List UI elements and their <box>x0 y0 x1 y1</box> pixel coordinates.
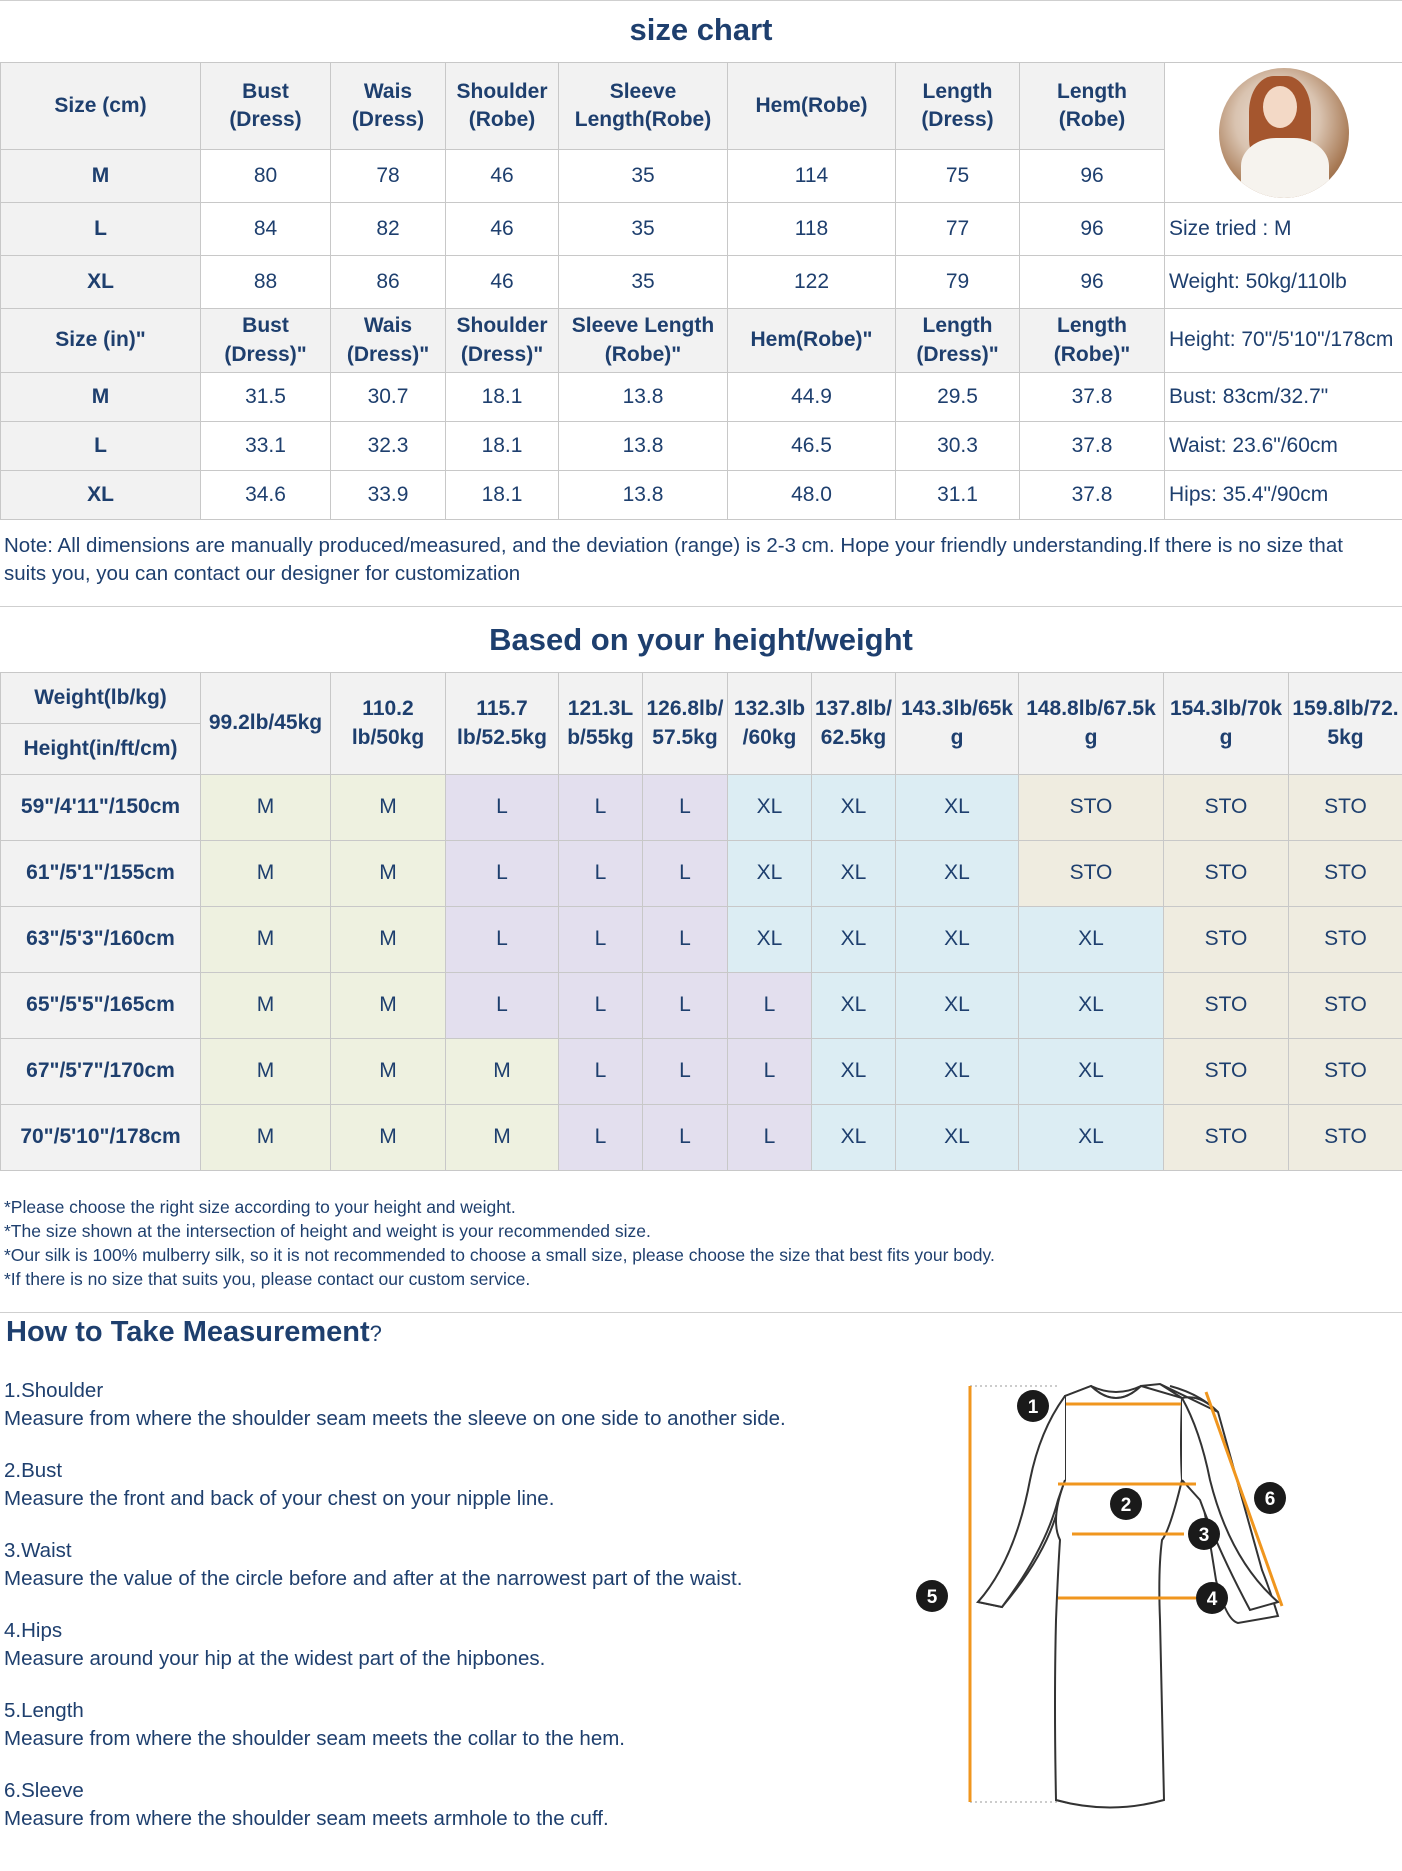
column-header: Length (Dress) <box>896 63 1020 150</box>
size-cell: M <box>331 1039 446 1105</box>
size-cell: XL <box>896 1105 1019 1171</box>
fit-row <box>1 1039 1402 1105</box>
column-header: Length (Robe)" <box>1020 309 1165 373</box>
value-cell: 46 <box>446 203 559 256</box>
column-header: Bust (Dress)" <box>201 309 331 373</box>
howto-item-desc: Measure from where the shoulder seam meets the sleeve on one side to another side. <box>4 1406 786 1430</box>
size-cell: L <box>728 1105 812 1171</box>
size-cell: M <box>201 1105 331 1171</box>
value-cell: 82 <box>331 203 446 256</box>
size-label: XL <box>1 471 201 520</box>
value-cell: 13.8 <box>559 422 728 471</box>
size-cell: XL <box>812 775 896 841</box>
column-header: Length (Dress)" <box>896 309 1020 373</box>
howto-item-desc: Measure from where the shoulder seam meets armhole to the cuff. <box>4 1806 609 1830</box>
value-cell: 37.8 <box>1020 373 1165 422</box>
size-cell: L <box>446 775 559 841</box>
table-row <box>1 203 1402 256</box>
marker-label: 2 <box>1120 1495 1132 1516</box>
column-header: Hem(Robe)" <box>728 309 896 373</box>
howto-list <box>4 1377 804 1857</box>
weight-header: 132.3lb /60kg <box>728 673 812 775</box>
howto-item <box>4 1777 804 1832</box>
table-row <box>1 471 1402 520</box>
size-cell: STO <box>1019 775 1164 841</box>
value-cell: 114 <box>728 150 896 203</box>
note-text: Note: All dimensions are manually produced/measured, and the deviation (range) is 2-3 cm. Hope your friendly understanding.If there is no size that suits you, you can contact our designer for customization <box>4 534 1343 585</box>
value-cell: 96 <box>1020 150 1165 203</box>
note-line: *The size shown at the intersection of height and weight is your recommended size. <box>4 1221 651 1241</box>
height-label: 59"/4'11"/150cm <box>1 775 201 841</box>
size-cell: STO <box>1164 973 1289 1039</box>
value-cell: 96 <box>1020 256 1165 309</box>
marker-6 <box>1254 1482 1286 1514</box>
howto-item-desc: Measure the front and back of your chest on your nipple line. <box>4 1486 555 1510</box>
value-cell: 35 <box>559 150 728 203</box>
height-axis-label: Height(in/ft/cm) <box>1 724 201 775</box>
value-cell: 34.6 <box>201 471 331 520</box>
column-header: Size (cm) <box>1 63 201 150</box>
size-cell: L <box>446 841 559 907</box>
question-mark: ? <box>369 1321 382 1346</box>
fit-row <box>1 907 1402 973</box>
weight-header: 126.8lb/ 57.5kg <box>643 673 728 775</box>
model-avatar <box>1219 68 1349 198</box>
fit-table <box>0 672 1402 1171</box>
size-cell: XL <box>812 841 896 907</box>
weight-header: 137.8lb/ 62.5kg <box>812 673 896 775</box>
size-cell: XL <box>896 1039 1019 1105</box>
height-label: 67"/5'7"/170cm <box>1 1039 201 1105</box>
howto-item <box>4 1697 804 1752</box>
fit-row <box>1 1105 1402 1171</box>
size-cell: L <box>643 973 728 1039</box>
marker-5 <box>916 1580 948 1612</box>
size-cell: XL <box>728 775 812 841</box>
howto-item-name: 2.Bust <box>4 1459 63 1482</box>
value-cell: 37.8 <box>1020 422 1165 471</box>
howto-item-name: 1.Shoulder <box>4 1379 104 1402</box>
howto-item <box>4 1377 804 1432</box>
size-cell: L <box>559 1039 643 1105</box>
weight-header: 121.3L b/55kg <box>559 673 643 775</box>
value-cell: 84 <box>201 203 331 256</box>
value-cell: 44.9 <box>728 373 896 422</box>
size-cell: L <box>643 907 728 973</box>
note-line: *Please choose the right size according to your height and weight. <box>4 1197 516 1217</box>
size-cell: XL <box>896 775 1019 841</box>
size-cell: XL <box>812 973 896 1039</box>
value-cell: 33.1 <box>201 422 331 471</box>
size-cell: XL <box>812 1105 896 1171</box>
value-cell: 18.1 <box>446 422 559 471</box>
value-cell: 122 <box>728 256 896 309</box>
model-photo-cell <box>1165 63 1402 203</box>
value-cell: 29.5 <box>896 373 1020 422</box>
value-cell: 96 <box>1020 203 1165 256</box>
marker-label: 6 <box>1264 1489 1276 1510</box>
value-cell: 18.1 <box>446 471 559 520</box>
size-chart-title: size chart <box>629 12 773 47</box>
value-cell: 31.1 <box>896 471 1020 520</box>
value-cell: 118 <box>728 203 896 256</box>
size-cell: STO <box>1289 1039 1402 1105</box>
size-cell: M <box>201 1039 331 1105</box>
column-header: Wais (Dress) <box>331 63 446 150</box>
marker-label: 4 <box>1206 1589 1218 1610</box>
value-cell: 32.3 <box>331 422 446 471</box>
size-cell: L <box>559 973 643 1039</box>
value-cell: 79 <box>896 256 1020 309</box>
size-cell: XL <box>1019 1105 1164 1171</box>
marker-4 <box>1196 1582 1228 1614</box>
height-label: 65"/5'5"/165cm <box>1 973 201 1039</box>
size-cell: L <box>446 907 559 973</box>
size-cell: STO <box>1289 907 1402 973</box>
size-cell: XL <box>812 907 896 973</box>
howto-item-name: 4.Hips <box>4 1619 63 1642</box>
model-stat: Bust: 83cm/32.7" <box>1165 373 1402 422</box>
value-cell: 13.8 <box>559 373 728 422</box>
size-cell: L <box>559 775 643 841</box>
fit-row <box>1 841 1402 907</box>
size-cell: M <box>201 973 331 1039</box>
model-stat: Size tried : M <box>1165 203 1402 256</box>
howto-item-desc: Measure from where the shoulder seam meets the collar to the hem. <box>4 1726 625 1750</box>
divider <box>0 1312 1402 1313</box>
column-header: Hem(Robe) <box>728 63 896 150</box>
size-cell: XL <box>812 1039 896 1105</box>
value-cell: 46 <box>446 256 559 309</box>
value-cell: 75 <box>896 150 1020 203</box>
marker-label: 3 <box>1198 1525 1210 1546</box>
value-cell: 33.9 <box>331 471 446 520</box>
value-cell: 30.3 <box>896 422 1020 471</box>
howto-item <box>4 1457 804 1512</box>
recommendation-notes <box>4 1195 995 1291</box>
size-cell: XL <box>1019 1039 1164 1105</box>
value-cell: 46 <box>446 150 559 203</box>
height-label: 61"/5'1"/155cm <box>1 841 201 907</box>
size-cell: STO <box>1164 907 1289 973</box>
fit-row <box>1 775 1402 841</box>
model-stat: Weight: 50kg/110lb <box>1165 256 1402 309</box>
size-cell: L <box>559 1105 643 1171</box>
value-cell: 13.8 <box>559 471 728 520</box>
size-cell: STO <box>1164 841 1289 907</box>
size-cell: L <box>559 841 643 907</box>
size-cell: M <box>331 775 446 841</box>
value-cell: 77 <box>896 203 1020 256</box>
fit-header-row <box>1 673 1402 724</box>
weight-header: 115.7 lb/52.5kg <box>446 673 559 775</box>
size-cell: L <box>559 907 643 973</box>
size-cell: STO <box>1289 841 1402 907</box>
left-sleeve <box>978 1396 1065 1607</box>
value-cell: 30.7 <box>331 373 446 422</box>
column-header: Shoulder (Dress)" <box>446 309 559 373</box>
weight-axis-label: Weight(lb/kg) <box>1 673 201 724</box>
value-cell: 86 <box>331 256 446 309</box>
size-cell: XL <box>728 841 812 907</box>
size-cell: STO <box>1289 973 1402 1039</box>
size-cell: STO <box>1289 1105 1402 1171</box>
size-cell: XL <box>1019 973 1164 1039</box>
howto-item <box>4 1537 804 1592</box>
size-cell: M <box>331 841 446 907</box>
marker-label: 5 <box>926 1587 938 1608</box>
size-cell: M <box>201 841 331 907</box>
column-header: Size (in)" <box>1 309 201 373</box>
column-header: Length (Robe) <box>1020 63 1165 150</box>
column-header: Shoulder (Robe) <box>446 63 559 150</box>
size-label: M <box>1 150 201 203</box>
value-cell: 35 <box>559 256 728 309</box>
size-cell: M <box>331 973 446 1039</box>
weight-header: 148.8lb/67.5k g <box>1019 673 1164 775</box>
size-cell: STO <box>1164 1105 1289 1171</box>
weight-header: 99.2lb/45kg <box>201 673 331 775</box>
table-header-row <box>1 309 1402 373</box>
size-cell: L <box>728 1039 812 1105</box>
table-row <box>1 422 1402 471</box>
value-cell: 46.5 <box>728 422 896 471</box>
table-row <box>1 373 1402 422</box>
table-header-row <box>1 63 1402 150</box>
value-cell: 37.8 <box>1020 471 1165 520</box>
howto-item <box>4 1617 804 1672</box>
column-header: Sleeve Length(Robe) <box>559 63 728 150</box>
size-cell: XL <box>1019 907 1164 973</box>
divider <box>0 606 1402 607</box>
model-stat: Hips: 35.4"/90cm <box>1165 471 1402 520</box>
size-cell: XL <box>896 841 1019 907</box>
size-cell: M <box>201 775 331 841</box>
weight-header: 159.8lb/72. 5kg <box>1289 673 1402 775</box>
size-cell: M <box>331 1105 446 1171</box>
value-cell: 35 <box>559 203 728 256</box>
marker-label: 1 <box>1027 1397 1039 1418</box>
size-cell: XL <box>896 907 1019 973</box>
weight-header: 154.3lb/70k g <box>1164 673 1289 775</box>
weight-header: 110.2 lb/50kg <box>331 673 446 775</box>
howto-item-name: 3.Waist <box>4 1539 72 1562</box>
value-cell: 18.1 <box>446 373 559 422</box>
size-label: XL <box>1 256 201 309</box>
dress-diagram <box>900 1370 1300 1810</box>
column-header: Sleeve Length (Robe)" <box>559 309 728 373</box>
height-label: 63"/5'3"/160cm <box>1 907 201 973</box>
size-cell: L <box>446 973 559 1039</box>
size-cell: XL <box>896 973 1019 1039</box>
size-cell: M <box>446 1105 559 1171</box>
size-cell: M <box>331 907 446 973</box>
size-cell: L <box>643 775 728 841</box>
howto-item-name: 6.Sleeve <box>4 1779 84 1802</box>
height-label: 70"/5'10"/178cm <box>1 1105 201 1171</box>
size-label: M <box>1 373 201 422</box>
column-header: Wais (Dress)" <box>331 309 446 373</box>
top-border <box>0 0 1402 1</box>
size-cell: L <box>643 1105 728 1171</box>
model-stat: Height: 70"/5'10"/178cm <box>1165 309 1402 373</box>
marker-3 <box>1188 1518 1220 1550</box>
howto-title <box>6 1316 382 1349</box>
howto-title-text: How to Take Measurement <box>6 1316 370 1348</box>
size-cell: L <box>728 973 812 1039</box>
size-label: L <box>1 203 201 256</box>
fit-title: Based on your height/weight <box>489 622 913 657</box>
value-cell: 31.5 <box>201 373 331 422</box>
value-cell: 48.0 <box>728 471 896 520</box>
size-cell: STO <box>1164 775 1289 841</box>
howto-item-desc: Measure the value of the circle before and after at the narrowest part of the waist. <box>4 1566 743 1590</box>
marker-1 <box>1017 1390 1049 1422</box>
value-cell: 80 <box>201 150 331 203</box>
size-cell: STO <box>1019 841 1164 907</box>
weight-header: 143.3lb/65k g <box>896 673 1019 775</box>
table-row <box>1 256 1402 309</box>
value-cell: 78 <box>331 150 446 203</box>
size-cell: STO <box>1164 1039 1289 1105</box>
note-line: *Our silk is 100% mulberry silk, so it is not recommended to choose a small size, please choose the size that best fits your body. <box>4 1245 995 1265</box>
size-cell: L <box>643 841 728 907</box>
marker-2 <box>1110 1488 1142 1520</box>
size-cell: M <box>446 1039 559 1105</box>
column-header: Bust (Dress) <box>201 63 331 150</box>
size-label: L <box>1 422 201 471</box>
note-line: *If there is no size that suits you, please contact our custom service. <box>4 1269 531 1289</box>
howto-item-name: 5.Length <box>4 1699 84 1722</box>
size-cell: M <box>201 907 331 973</box>
howto-item-desc: Measure around your hip at the widest part of the hipbones. <box>4 1646 546 1670</box>
size-table <box>0 62 1402 520</box>
size-cell: L <box>643 1039 728 1105</box>
size-cell: XL <box>728 907 812 973</box>
model-stat: Waist: 23.6"/60cm <box>1165 422 1402 471</box>
fit-row <box>1 973 1402 1039</box>
size-cell: STO <box>1289 775 1402 841</box>
value-cell: 88 <box>201 256 331 309</box>
